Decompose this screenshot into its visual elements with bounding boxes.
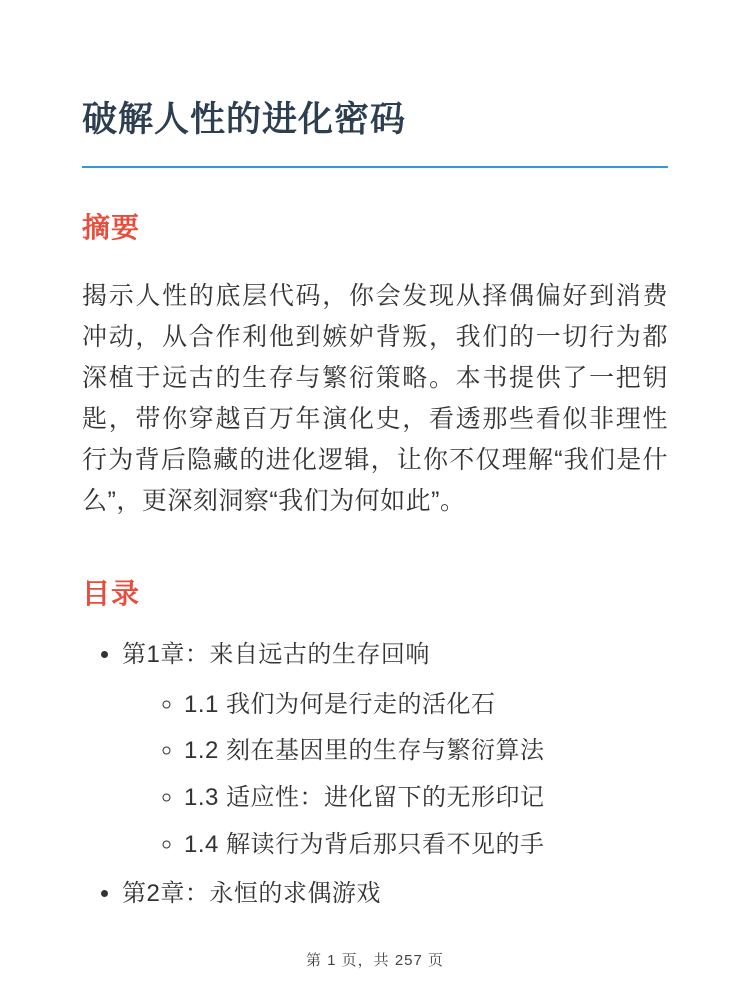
toc-subitem bbox=[184, 734, 668, 768]
toc-subitem-label: 1.1 我们为何是行走的活化石 bbox=[184, 690, 496, 718]
toc-chapter-item bbox=[122, 877, 668, 911]
toc-subitem bbox=[184, 781, 668, 815]
toc-chapter-label: 第2章：永恒的求偶游戏 bbox=[122, 880, 381, 908]
page-footer bbox=[82, 929, 668, 1000]
page-title: 破解人性的进化密码 bbox=[82, 100, 407, 139]
toc-subitem bbox=[184, 828, 668, 862]
toc-list bbox=[82, 638, 668, 927]
toc-heading: 目录 bbox=[82, 578, 141, 610]
toc-chapter-label: 第1章：来自远古的生存回响 bbox=[122, 641, 430, 669]
abstract-text: 揭示人性的底层代码，你会发现从择偶偏好到消费冲动，从合作利他到嫉妒背叛，我们的一切行为都深植于远古的生存与繁衍策略。本书提供了一把钥匙，带你穿越百万年演化史，看透那些看似非理性行为背后隐藏的进化逻辑，让你不仅理解“我们是什么”，更深刻洞察“我们为何如此”。 bbox=[82, 282, 668, 516]
toc-subitem-label: 1.4 解读行为背后那只看不见的手 bbox=[184, 830, 545, 858]
toc-subitem-label: 1.2 刻在基因里的生存与繁衍算法 bbox=[184, 737, 545, 765]
toc-chapter-item bbox=[122, 638, 668, 861]
toc-subitem-label: 1.3 适应性：进化留下的无形印记 bbox=[184, 784, 545, 812]
page-number: 第 1 页，共 257 页 bbox=[305, 952, 445, 969]
toc-subitem bbox=[184, 688, 668, 722]
toc-sublist-chapter-1 bbox=[122, 688, 668, 861]
abstract-heading: 摘要 bbox=[82, 212, 141, 244]
title-divider-line bbox=[82, 166, 668, 168]
